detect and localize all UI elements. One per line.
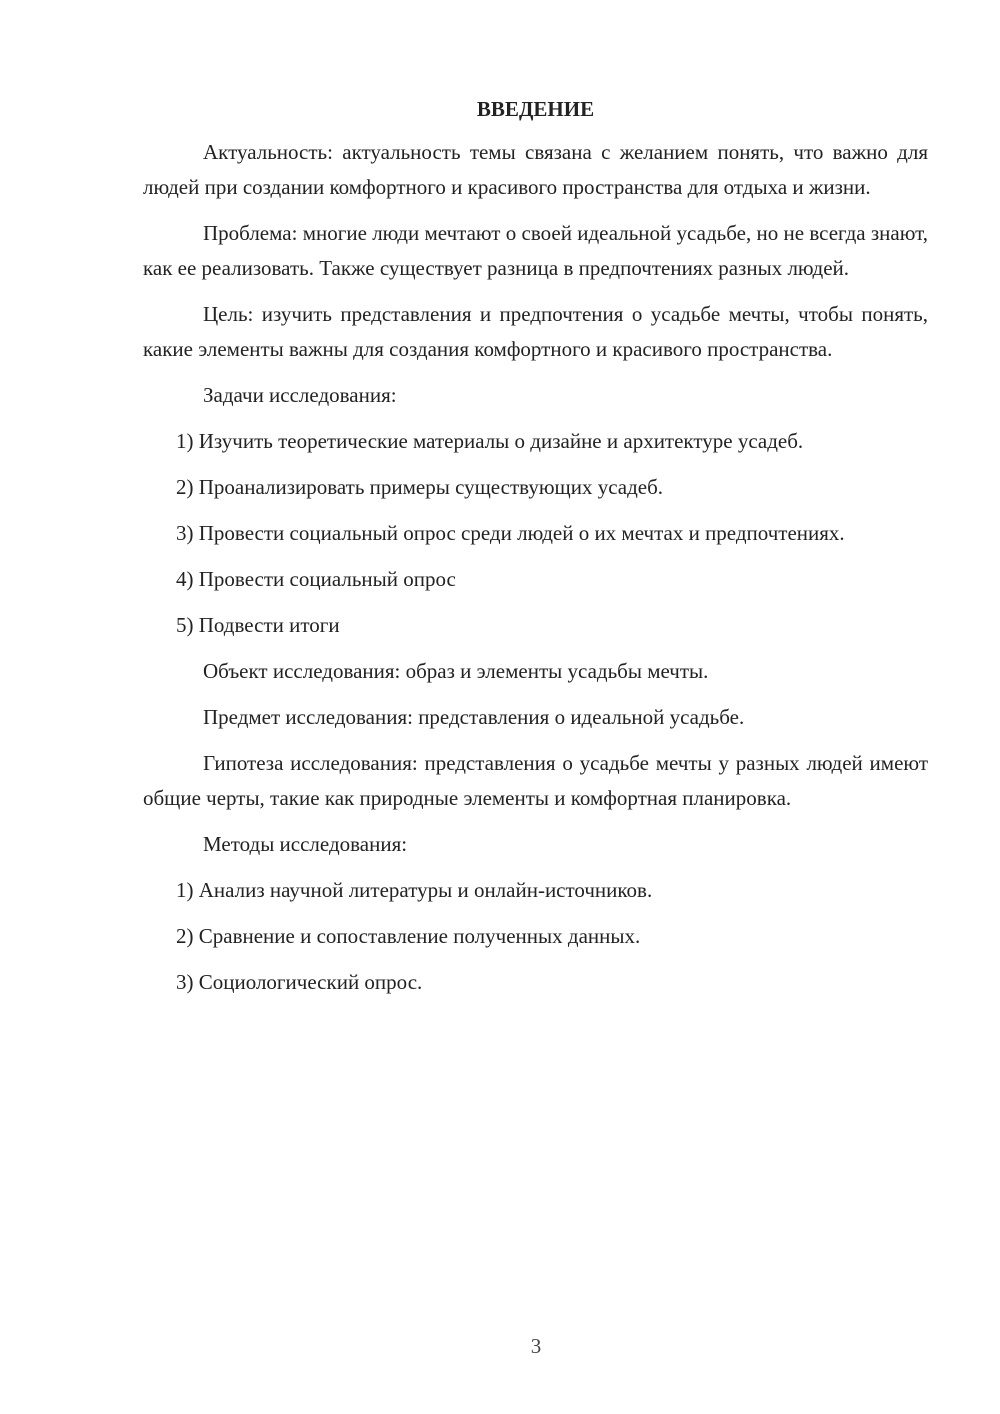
list-item-method-3: 3) Социологический опрос. [176, 970, 423, 994]
list-item-task-5: 5) Подвести итоги [176, 613, 340, 637]
paragraph-problem: Проблема: многие люди мечтают о своей идеальной усадьбе, но не всегда знают, как ее реализовать. Также существует разница в предпочтениях разных людей. [143, 221, 928, 280]
paragraph-relevance: Актуальность: актуальность темы связана с желанием понять, что важно для людей при создании комфортного и красивого пространства для отдыха и жизни. [143, 140, 928, 199]
paragraph-object: Объект исследования: образ и элементы усадьбы мечты. [203, 659, 709, 683]
paragraph-subject: Предмет исследования: представления о идеальной усадьбе. [203, 705, 745, 729]
paragraph-hypothesis: Гипотеза исследования: представления о усадьбе мечты у разных людей имеют общие черты, такие как природные элементы и комфортная планировка. [143, 751, 928, 810]
list-item-method-1: 1) Анализ научной литературы и онлайн-источников. [176, 878, 653, 902]
list-item-method-2: 2) Сравнение и сопоставление полученных данных. [176, 924, 641, 948]
list-item-task-2: 2) Проанализировать примеры существующих усадеб. [176, 475, 664, 499]
list-item-task-4: 4) Провести социальный опрос [176, 567, 456, 591]
list-item-task-1: 1) Изучить теоретические материалы о дизайне и архитектуре усадеб. [176, 429, 804, 453]
page-title: ВВЕДЕНИЕ [476, 97, 595, 121]
list-item-task-3: 3) Провести социальный опрос среди людей о их мечтах и предпочтениях. [176, 521, 845, 545]
paragraph-methods-heading: Методы исследования: [203, 832, 408, 856]
page-number: 3 [530, 1334, 542, 1358]
paragraph-tasks-heading: Задачи исследования: [203, 383, 397, 407]
paragraph-goal: Цель: изучить представления и предпочтения о усадьбе мечты, чтобы понять, какие элементы важны для создания комфортного и красивого пространства. [143, 302, 928, 361]
page-content [143, 94, 928, 1011]
